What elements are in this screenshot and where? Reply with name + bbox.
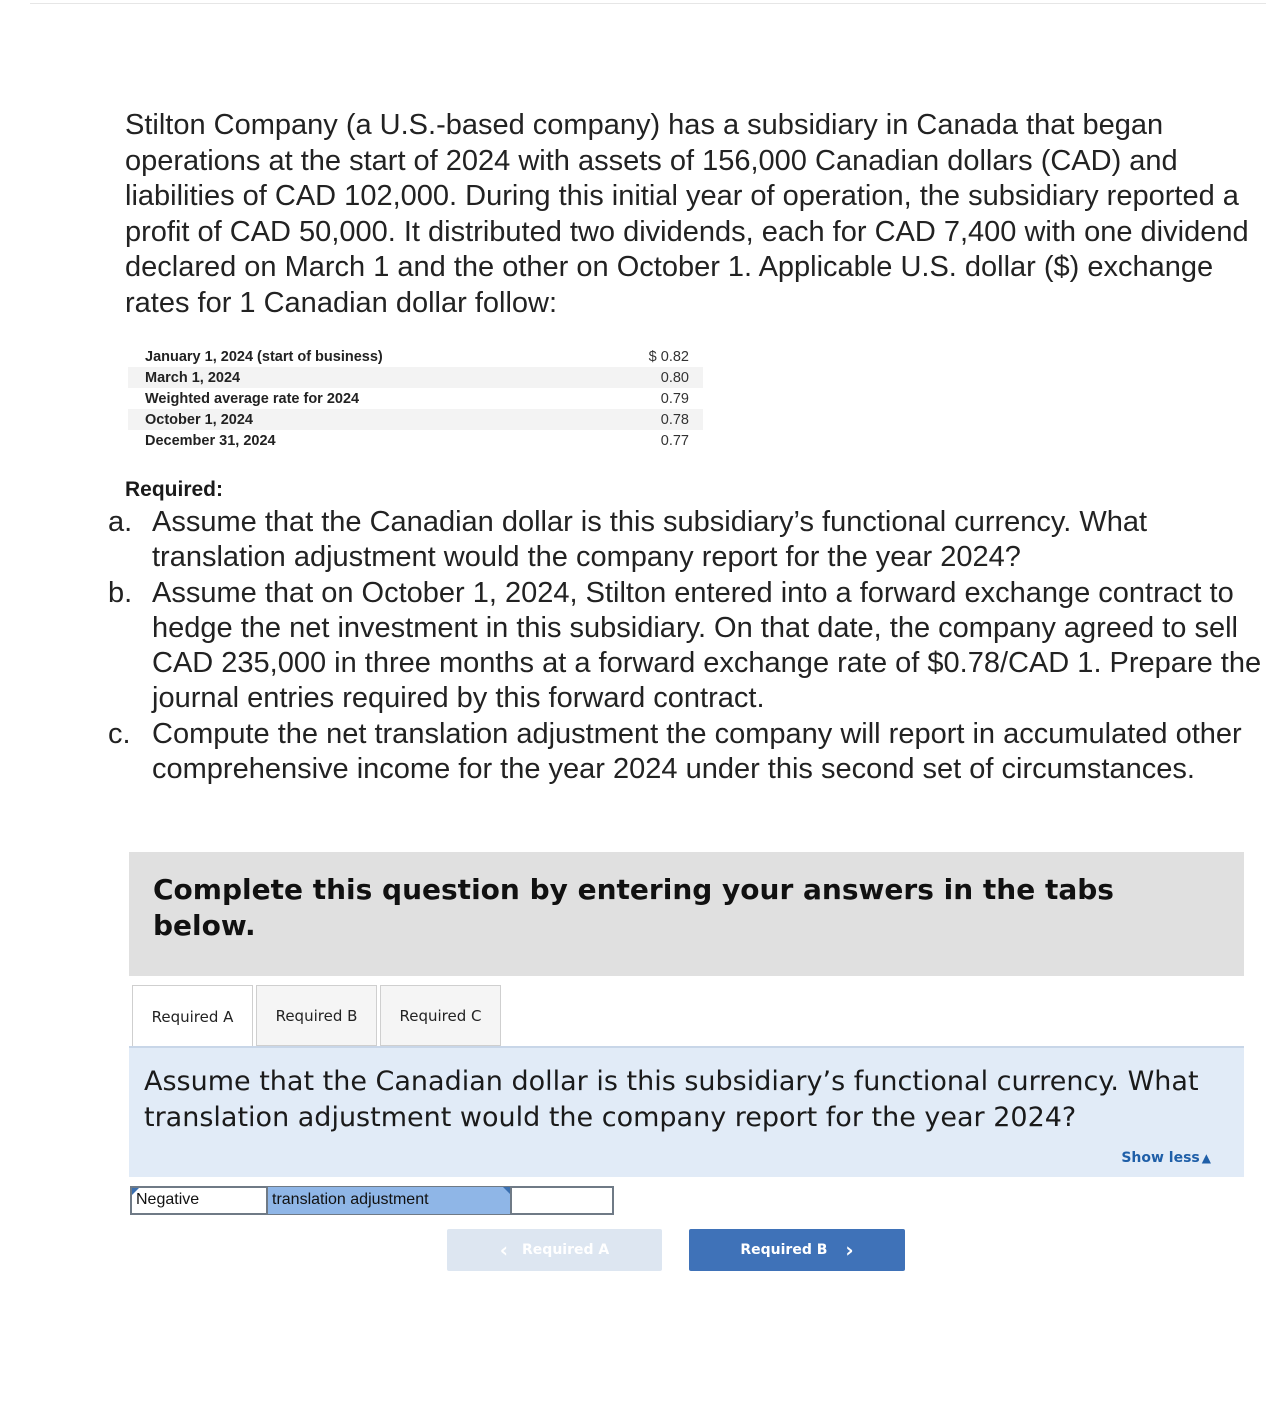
chevron-right-icon: › xyxy=(845,1238,854,1262)
list-item xyxy=(108,717,1273,788)
rate-row xyxy=(128,409,703,430)
rate-value: $ 0.82 xyxy=(648,348,689,365)
rate-row xyxy=(128,388,703,409)
list-item xyxy=(108,576,1273,717)
tab-required-b[interactable]: Required B xyxy=(256,985,377,1046)
rate-label: January 1, 2024 (start of business) xyxy=(145,348,383,365)
tab-required-a[interactable]: Required A xyxy=(132,985,253,1048)
top-divider xyxy=(30,3,1266,4)
rate-value: 0.79 xyxy=(660,390,689,407)
next-label: Required B xyxy=(740,1242,828,1258)
rate-row xyxy=(128,346,703,367)
show-less-label: Show less xyxy=(1121,1150,1200,1166)
triangle-up-icon: ▲ xyxy=(1201,1151,1211,1165)
rate-value: 0.78 xyxy=(660,411,689,428)
problem-intro: Stilton Company (a U.S.-based company) has a subsidiary in Canada that began operations at the start of 2024 with assets of 156,000 Canadian dollars (CAD) and liabilities of CAD 102,000. During this initial year of operation, the subsidiary reported a profit of CAD 50,000. It distributed two dividends, each for CAD 7,400 with one dividend declared on March 1 and the other on October 1. Applicable U.S. dollar ($) exchange rates for 1 Canadian dollar follow: xyxy=(125,109,1249,319)
chevron-left-icon: ‹ xyxy=(499,1238,509,1262)
rate-value: 0.80 xyxy=(660,369,689,386)
list-marker: b. xyxy=(108,576,133,609)
tab-bar xyxy=(132,985,504,1048)
show-less-link[interactable] xyxy=(1121,1150,1211,1166)
list-marker: c. xyxy=(108,717,131,750)
requirement-text: Compute the net translation adjustment the company will report in accumulated other comprehensive income for the year 2024 under this second set of circumstances. xyxy=(152,717,1242,786)
prev-button[interactable] xyxy=(447,1229,662,1271)
rate-label: Weighted average rate for 2024 xyxy=(145,390,360,407)
panel-question: Assume that the Canadian dollar is this subsidiary’s functional currency. What translation adjustment would the company report for the year 2024? xyxy=(144,1066,1199,1133)
adjustment-amount-input[interactable] xyxy=(510,1186,614,1215)
question-panel xyxy=(129,1046,1244,1177)
requirement-text: Assume that the Canadian dollar is this subsidiary’s functional currency. What translation adjustment would the company report for the year 2024? xyxy=(152,506,1148,574)
answer-label: translation adjustment xyxy=(268,1186,510,1215)
answer-row xyxy=(130,1186,614,1215)
instruction-banner xyxy=(129,852,1244,976)
tab-required-c[interactable]: Required C xyxy=(380,985,501,1046)
exchange-rate-table xyxy=(128,346,703,451)
requirements-list xyxy=(108,505,1273,787)
rate-label: October 1, 2024 xyxy=(145,411,253,428)
requirement-text: Assume that on October 1, 2024, Stilton entered into a forward exchange contract to hedge the net investment in this subsidiary. On that date, the company agreed to sell CAD 235,000 in three months at a forward exchange rate of $0.78/CAD 1. Prepare the journal entries required by this forward contract. xyxy=(152,576,1262,715)
next-button[interactable] xyxy=(689,1229,905,1271)
rate-label: December 31, 2024 xyxy=(145,432,276,449)
rate-value: 0.77 xyxy=(660,432,689,449)
list-marker: a. xyxy=(108,506,133,538)
rate-row xyxy=(128,430,703,451)
list-item xyxy=(108,505,1273,576)
required-heading: Required: xyxy=(125,478,224,501)
adjustment-type-select[interactable]: Negative xyxy=(130,1186,268,1215)
rate-label: March 1, 2024 xyxy=(145,369,241,386)
instruction-text: Complete this question by entering your answers in the tabs below. xyxy=(153,873,1114,942)
prev-label: Required A xyxy=(522,1242,610,1258)
rate-row xyxy=(128,367,703,388)
